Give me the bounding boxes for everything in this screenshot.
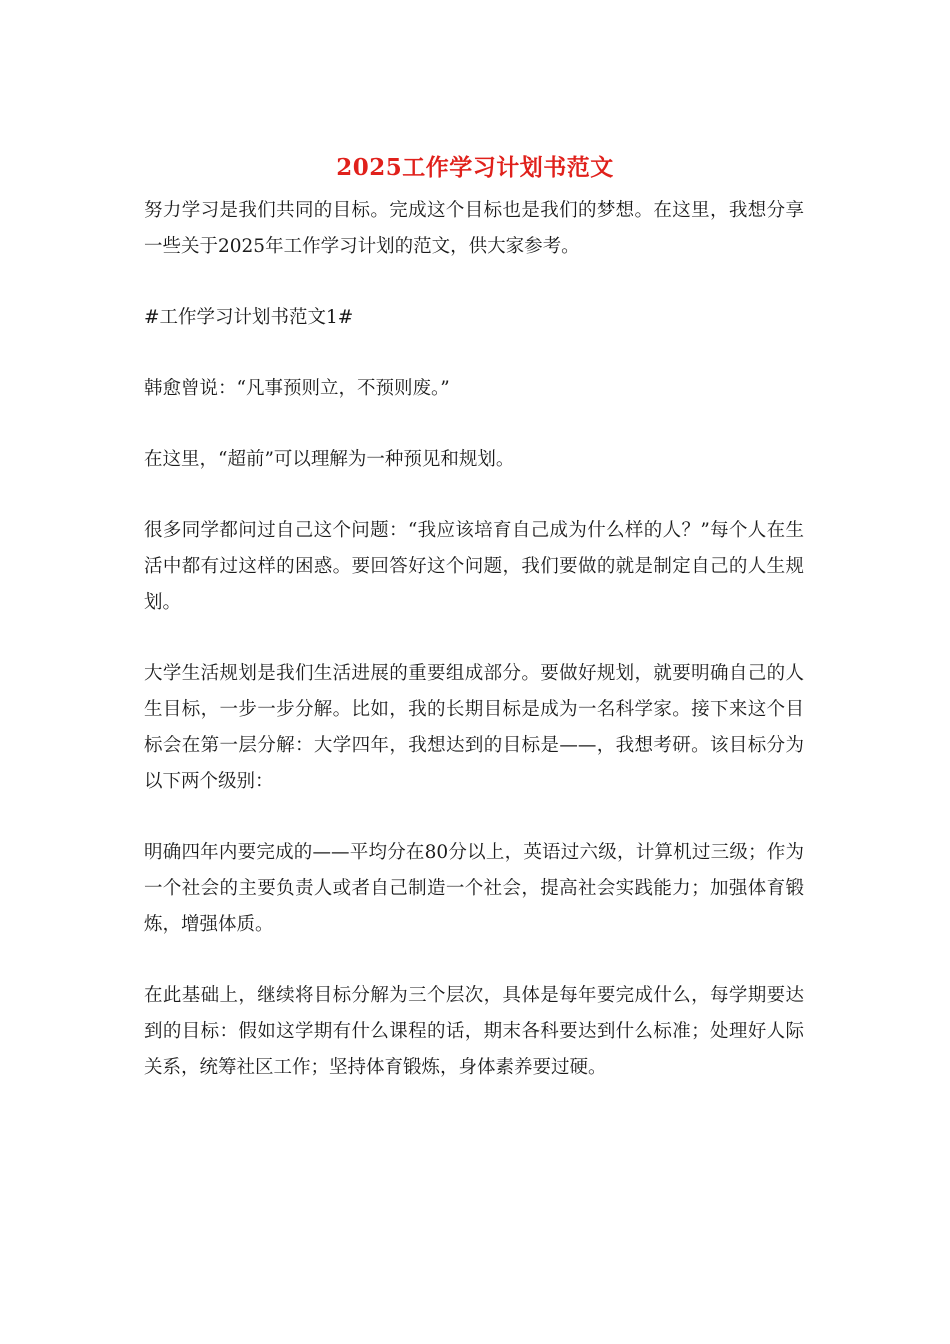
document-body [144, 193, 804, 1121]
section-heading: #工作学习计划书范文1# [144, 307, 354, 328]
body-paragraph: 明确四年内要完成的——平均分在80分以上，英语过六级，计算机过三级；作为一个社会的主要负责人或者自己制造一个社会，提高社会实践能力；加强体育锻炼，增强体质。 [144, 842, 804, 935]
body-paragraph: 在这里，“超前”可以理解为一种预见和规划。 [144, 449, 515, 470]
body-paragraph: 大学生活规划是我们生活进展的重要组成部分。要做好规划，就要明确自己的人生目标，一步一步分解。比如，我的长期目标是成为一名科学家。接下来这个目标会在第一层分解：大学四年，我想达到的目标是——，我想考研。该目标分为以下两个级别： [144, 663, 804, 792]
document-title: 2025工作学习计划书范文 [336, 154, 614, 181]
body-paragraph: 在此基础上，继续将目标分解为三个层次，具体是每年要完成什么，每学期要达到的目标：假如这学期有什么课程的话，期末各科要达到什么标准；处理好人际关系，统筹社区工作；坚持体育锻炼，身体素养要过硬。 [144, 985, 804, 1078]
intro-paragraph: 努力学习是我们共同的目标。完成这个目标也是我们的梦想。在这里，我想分享一些关于2025年工作学习计划的范文，供大家参考。 [144, 200, 804, 257]
quote-paragraph: 韩愈曾说：“凡事预则立，不预则废。” [144, 378, 450, 399]
body-paragraph: 很多同学都问过自己这个问题：“我应该培育自己成为什么样的人？”每个人在生活中都有过这样的困惑。要回答好这个问题，我们要做的就是制定自己的人生规划。 [144, 520, 804, 613]
